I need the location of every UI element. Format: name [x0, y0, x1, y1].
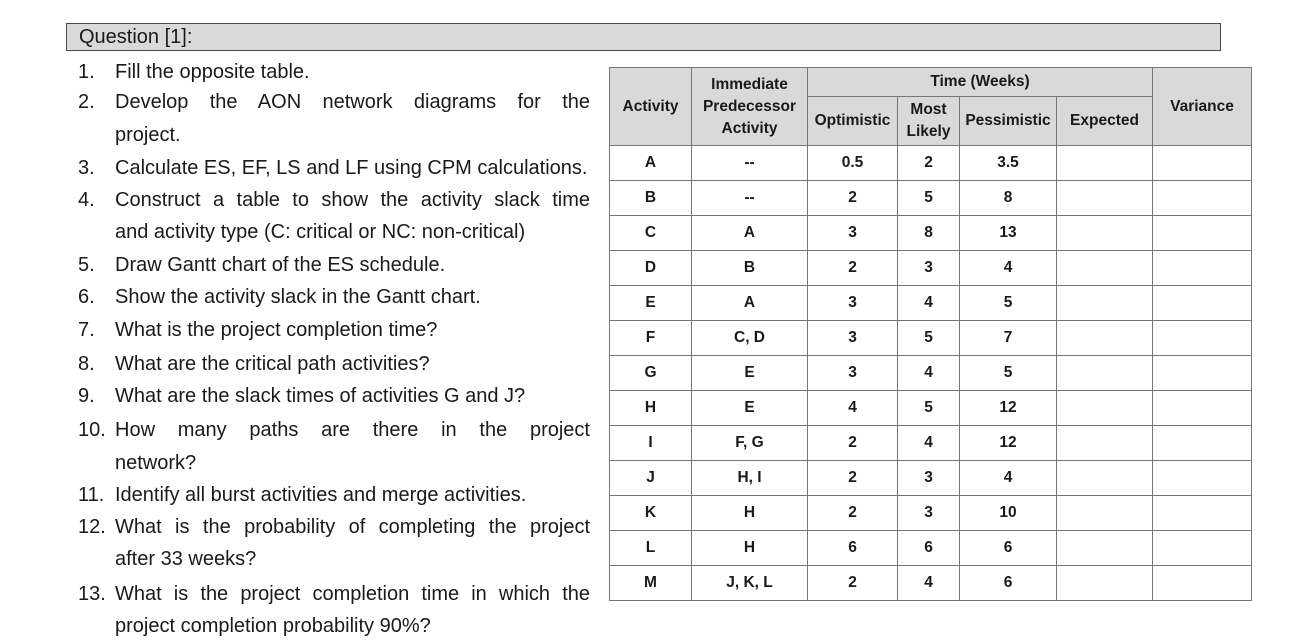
cell-expected[interactable]	[1057, 531, 1153, 566]
cell-variance[interactable]	[1153, 566, 1252, 601]
header-most-likely	[898, 97, 960, 146]
question-text-line: project completion probability 90%?	[115, 615, 431, 637]
cell-most-likely: 4	[898, 566, 960, 601]
table-row	[610, 426, 1252, 461]
question-item	[78, 578, 590, 642]
cell-variance[interactable]	[1153, 216, 1252, 251]
cell-predecessor: E	[692, 356, 808, 391]
cell-most-likely: 4	[898, 286, 960, 321]
question-item	[78, 479, 590, 511]
question-number: 9.	[78, 385, 95, 407]
table-row	[610, 251, 1252, 286]
cell-activity: C	[610, 216, 692, 251]
cell-expected[interactable]	[1057, 146, 1153, 181]
cell-optimistic: 2	[808, 251, 898, 286]
header-predecessor-line: Predecessor	[702, 97, 797, 115]
cell-expected[interactable]	[1057, 356, 1153, 391]
cell-optimistic: 2	[808, 426, 898, 461]
question-text-line: Develop the AON network diagrams for the	[115, 91, 590, 113]
cell-variance[interactable]	[1153, 181, 1252, 216]
question-text-line: after 33 weeks?	[115, 548, 257, 570]
cell-pessimistic: 6	[960, 566, 1057, 601]
header-predecessor-line: Immediate	[711, 75, 788, 93]
question-text-line: What are the critical path activities?	[115, 353, 430, 375]
cell-optimistic: 2	[808, 181, 898, 216]
question-text-line: Identify all burst activities and merge activities.	[115, 484, 527, 506]
cell-activity: F	[610, 321, 692, 356]
cell-variance[interactable]	[1153, 496, 1252, 531]
cell-expected[interactable]	[1057, 251, 1153, 286]
cell-variance[interactable]	[1153, 461, 1252, 496]
cell-predecessor: E	[692, 391, 808, 426]
cell-optimistic: 3	[808, 321, 898, 356]
header-time-group: Time (Weeks)	[808, 68, 1153, 97]
cell-activity: A	[610, 146, 692, 181]
question-item	[78, 348, 590, 380]
question-text-line: What is the project completion time in which the	[115, 583, 590, 605]
table-row	[610, 181, 1252, 216]
cell-expected[interactable]	[1057, 216, 1153, 251]
header-predecessor-line: Activity	[721, 119, 778, 137]
table-row	[610, 216, 1252, 251]
question-number: 5.	[78, 254, 95, 276]
question-text-line: project.	[115, 124, 181, 146]
cell-most-likely: 3	[898, 461, 960, 496]
question-item	[78, 86, 590, 151]
question-item	[78, 152, 590, 184]
cell-most-likely: 4	[898, 356, 960, 391]
question-item	[78, 314, 590, 346]
cell-pessimistic: 5	[960, 286, 1057, 321]
cell-variance[interactable]	[1153, 286, 1252, 321]
cell-pessimistic: 12	[960, 391, 1057, 426]
question-item	[78, 56, 590, 88]
header-pessimistic: Pessimistic	[960, 97, 1057, 146]
question-text-line: What is the project completion time?	[115, 319, 438, 341]
question-text-line: Construct a table to show the activity slack time	[115, 189, 590, 211]
cell-predecessor: C, D	[692, 321, 808, 356]
cell-most-likely: 3	[898, 251, 960, 286]
header-expected: Expected	[1057, 97, 1153, 146]
cell-activity: H	[610, 391, 692, 426]
table-row	[610, 566, 1252, 601]
cell-most-likely: 4	[898, 426, 960, 461]
cell-predecessor: J, K, L	[692, 566, 808, 601]
cell-activity: K	[610, 496, 692, 531]
cell-predecessor: H	[692, 496, 808, 531]
table-row	[610, 321, 1252, 356]
cell-predecessor: H, I	[692, 461, 808, 496]
cell-activity: J	[610, 461, 692, 496]
cell-pessimistic: 7	[960, 321, 1057, 356]
cell-pessimistic: 3.5	[960, 146, 1057, 181]
question-item	[78, 249, 590, 281]
cell-activity: E	[610, 286, 692, 321]
table-row	[610, 531, 1252, 566]
cell-predecessor: A	[692, 286, 808, 321]
cell-predecessor: A	[692, 216, 808, 251]
cell-optimistic: 0.5	[808, 146, 898, 181]
cell-most-likely: 5	[898, 391, 960, 426]
cell-pessimistic: 5	[960, 356, 1057, 391]
cell-expected[interactable]	[1057, 181, 1153, 216]
cell-variance[interactable]	[1153, 531, 1252, 566]
cell-expected[interactable]	[1057, 391, 1153, 426]
header-predecessor	[692, 68, 808, 146]
cell-optimistic: 4	[808, 391, 898, 426]
question-text-line: How many paths are there in the project	[115, 419, 590, 441]
question-item	[78, 511, 590, 575]
question-number: 1.	[78, 61, 95, 83]
cell-expected[interactable]	[1057, 321, 1153, 356]
question-item	[78, 380, 590, 412]
cell-pessimistic: 10	[960, 496, 1057, 531]
cell-variance[interactable]	[1153, 321, 1252, 356]
question-text-line: Calculate ES, EF, LS and LF using CPM calculations.	[115, 157, 588, 179]
cell-variance[interactable]	[1153, 251, 1252, 286]
header-most-likely-line: Likely	[906, 123, 951, 140]
table-row	[610, 286, 1252, 321]
table-row	[610, 461, 1252, 496]
cell-expected[interactable]	[1057, 461, 1153, 496]
cell-predecessor: --	[692, 146, 808, 181]
question-number: 4.	[78, 189, 95, 211]
question-number: 2.	[78, 91, 95, 113]
cell-pessimistic: 6	[960, 531, 1057, 566]
question-item	[78, 184, 590, 248]
table-row	[610, 356, 1252, 391]
cell-variance[interactable]	[1153, 391, 1252, 426]
cell-pessimistic: 8	[960, 181, 1057, 216]
question-text-line: Fill the opposite table.	[115, 61, 310, 83]
activity-table	[609, 67, 1252, 601]
table-row	[610, 146, 1252, 181]
cell-optimistic: 6	[808, 531, 898, 566]
cell-pessimistic: 4	[960, 251, 1057, 286]
cell-variance[interactable]	[1153, 356, 1252, 391]
cell-optimistic: 3	[808, 216, 898, 251]
header-activity: Activity	[610, 68, 692, 146]
question-text-line: Draw Gantt chart of the ES schedule.	[115, 254, 446, 276]
cell-activity: I	[610, 426, 692, 461]
header-most-likely-line: Most	[910, 101, 947, 118]
cell-predecessor: H	[692, 531, 808, 566]
cell-most-likely: 5	[898, 321, 960, 356]
cell-pessimistic: 12	[960, 426, 1057, 461]
cell-activity: D	[610, 251, 692, 286]
table-row	[610, 496, 1252, 531]
question-number: 13.	[78, 583, 106, 605]
question-text-line: network?	[115, 452, 197, 474]
question-number: 8.	[78, 353, 95, 375]
cell-expected[interactable]	[1057, 496, 1153, 531]
cell-expected[interactable]	[1057, 286, 1153, 321]
cell-pessimistic: 13	[960, 216, 1057, 251]
cell-predecessor: B	[692, 251, 808, 286]
cell-most-likely: 8	[898, 216, 960, 251]
cell-most-likely: 3	[898, 496, 960, 531]
question-text-line: Show the activity slack in the Gantt chart.	[115, 286, 481, 308]
cell-predecessor: --	[692, 181, 808, 216]
cell-predecessor: F, G	[692, 426, 808, 461]
cell-activity: M	[610, 566, 692, 601]
question-item	[78, 281, 590, 313]
question-number: 11.	[78, 484, 105, 506]
activity-table-body	[610, 146, 1252, 601]
cell-most-likely: 6	[898, 531, 960, 566]
cell-variance[interactable]	[1153, 146, 1252, 181]
question-text-line: What is the probability of completing the project	[115, 516, 590, 538]
header-optimistic: Optimistic	[808, 97, 898, 146]
cell-optimistic: 3	[808, 356, 898, 391]
cell-optimistic: 3	[808, 286, 898, 321]
cell-expected[interactable]	[1057, 566, 1153, 601]
cell-pessimistic: 4	[960, 461, 1057, 496]
question-number: 7.	[78, 319, 95, 341]
table-row	[610, 391, 1252, 426]
header-variance: Variance	[1153, 68, 1252, 146]
cell-activity: G	[610, 356, 692, 391]
question-number: 12.	[78, 516, 106, 538]
question-number: 3.	[78, 157, 95, 179]
cell-variance[interactable]	[1153, 426, 1252, 461]
cell-activity: B	[610, 181, 692, 216]
cell-optimistic: 2	[808, 566, 898, 601]
cell-most-likely: 5	[898, 181, 960, 216]
question-number: 6.	[78, 286, 95, 308]
cell-optimistic: 2	[808, 496, 898, 531]
cell-most-likely: 2	[898, 146, 960, 181]
cell-optimistic: 2	[808, 461, 898, 496]
cell-activity: L	[610, 531, 692, 566]
cell-expected[interactable]	[1057, 426, 1153, 461]
question-title-bar: Question [1]:	[66, 23, 1221, 51]
question-text-line: What are the slack times of activities G and J?	[115, 385, 526, 407]
question-number: 10.	[78, 419, 106, 441]
question-text-line: and activity type (C: critical or NC: non-critical)	[115, 221, 526, 243]
question-item	[78, 414, 590, 479]
